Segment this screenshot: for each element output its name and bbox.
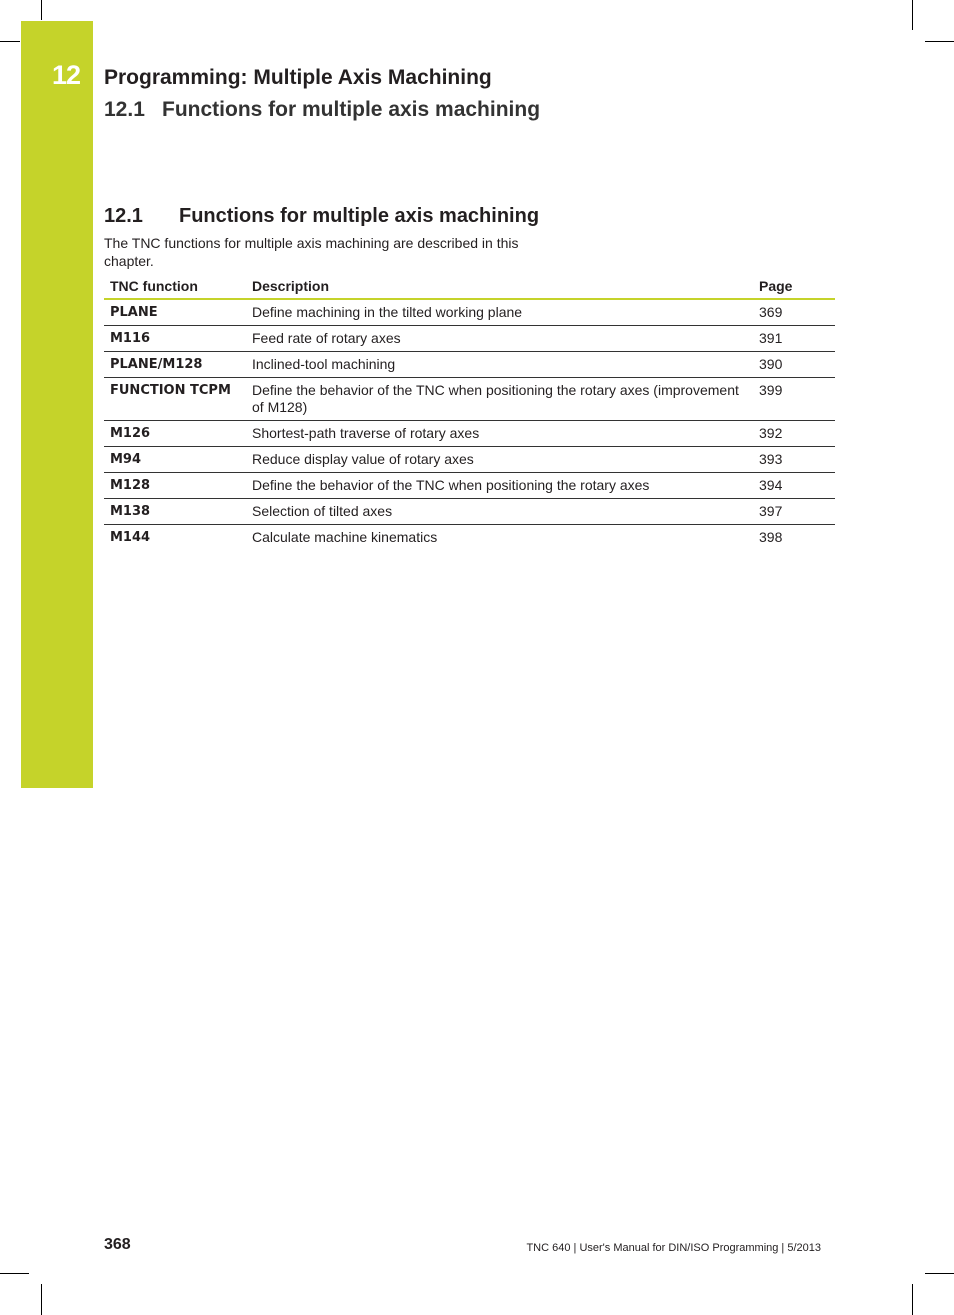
cell-description: Reduce display value of rotary axes [246, 447, 753, 473]
cell-page: 394 [753, 473, 835, 499]
table-row [104, 326, 835, 352]
section-title: Functions for multiple axis machining [179, 205, 540, 227]
chapter-tab-band [21, 21, 93, 788]
chapter-number: 12 [52, 60, 81, 90]
functions-table [104, 275, 835, 550]
running-header-subsection-number: 12.1 [104, 98, 145, 121]
cell-function: M94 [104, 447, 246, 473]
cell-page: 390 [753, 352, 835, 378]
cell-description: Define the behavior of the TNC when positioning the rotary axes [246, 473, 753, 499]
cell-description: Selection of tilted axes [246, 499, 753, 525]
table-row [104, 352, 835, 378]
header-description: Description [246, 275, 753, 299]
crop-mark [0, 1273, 29, 1274]
cell-function: FUNCTION TCPM [104, 378, 246, 421]
cell-function: PLANE/M128 [104, 352, 246, 378]
chapter-title: Programming: Multiple Axis Machining [104, 66, 492, 89]
cell-description: Inclined-tool machining [246, 352, 753, 378]
table-row [104, 447, 835, 473]
cell-function: M138 [104, 499, 246, 525]
cell-description: Define machining in the tilted working plane [246, 299, 753, 326]
table-row [104, 378, 835, 421]
cell-function: M126 [104, 421, 246, 447]
section-intro: The TNC functions for multiple axis machining are described in this chapter. [104, 235, 519, 269]
crop-mark [912, 1284, 913, 1315]
cell-function: M128 [104, 473, 246, 499]
crop-mark [925, 1273, 954, 1274]
cell-description: Calculate machine kinematics [252, 529, 438, 545]
table-row [104, 299, 835, 326]
section-number: 12.1 [104, 205, 143, 227]
crop-mark [925, 41, 954, 42]
cell-page: 398 [759, 529, 783, 545]
crop-mark [41, 0, 42, 20]
footer-text: TNC 640 | User's Manual for DIN/ISO Programming | 5/2013 [526, 1242, 821, 1254]
cell-description: Shortest-path traverse of rotary axes [246, 421, 753, 447]
cell-function: PLANE [104, 299, 246, 326]
table-row [104, 525, 835, 551]
crop-mark [0, 41, 20, 42]
cell-page: 399 [753, 378, 835, 421]
cell-page: 391 [753, 326, 835, 352]
table-row [104, 499, 835, 525]
header-page: Page [753, 275, 835, 299]
cell-function: M144 [110, 530, 151, 545]
cell-page: 369 [753, 299, 835, 326]
table-row [104, 473, 835, 499]
cell-description: Define the behavior of the TNC when positioning the rotary axes (improvement of M128) [246, 378, 753, 421]
page-number: 368 [104, 1236, 131, 1253]
cell-page: 397 [753, 499, 835, 525]
section-heading [104, 205, 539, 228]
header-tnc-function: TNC function [104, 275, 246, 299]
crop-mark [41, 1284, 42, 1315]
cell-function: M116 [104, 326, 246, 352]
cell-page: 392 [753, 421, 835, 447]
cell-description: Feed rate of rotary axes [246, 326, 753, 352]
crop-mark [912, 0, 913, 30]
running-header-subsection-title: Functions for multiple axis machining [162, 98, 541, 121]
table-header-row [104, 275, 835, 299]
running-header-subsection [104, 98, 540, 122]
table-row [104, 421, 835, 447]
cell-page: 393 [753, 447, 835, 473]
